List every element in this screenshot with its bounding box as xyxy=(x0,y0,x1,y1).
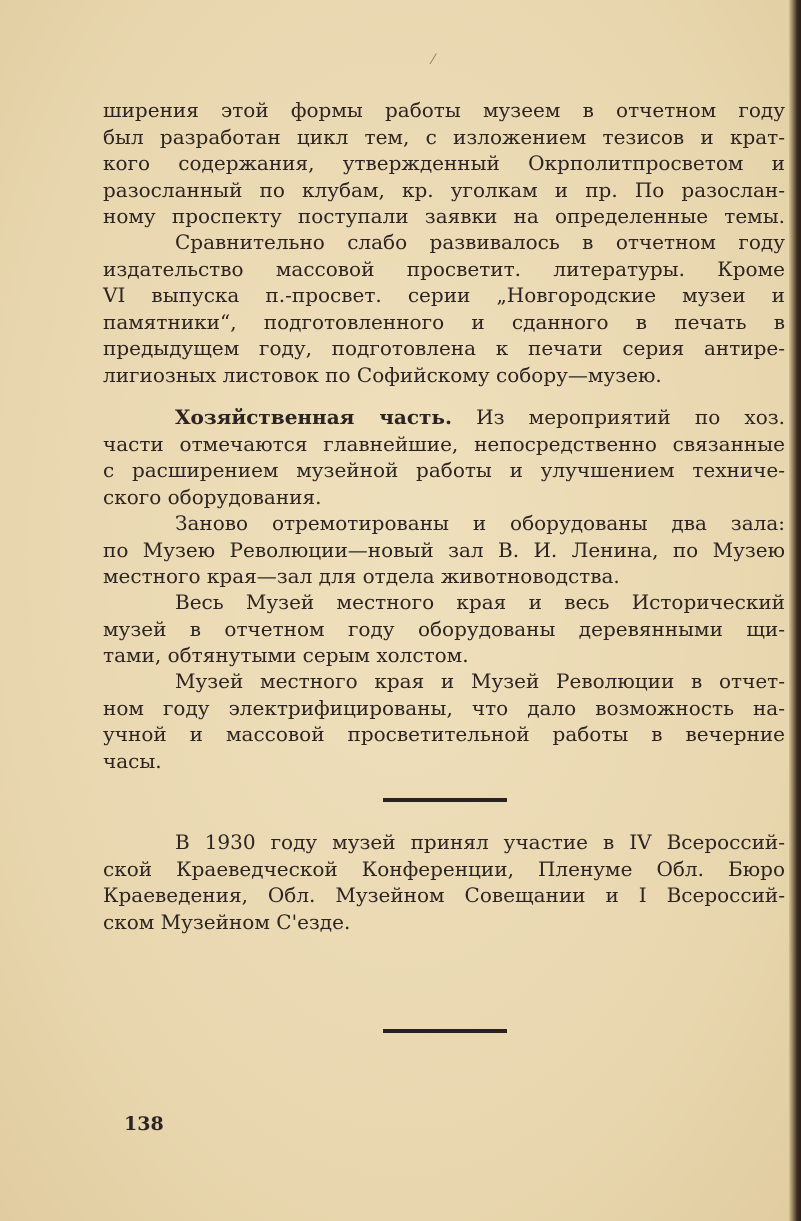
text-line: музей в отчетном году оборудованы деревянными щи- xyxy=(103,616,785,641)
section-heading: Хозяйственная часть. xyxy=(175,405,452,429)
text-line: учной и массовой просветительной работы в вечерние xyxy=(103,722,785,746)
paragraph-publishing xyxy=(103,229,785,388)
text-line: часы. xyxy=(103,748,162,773)
text-line: Музей местного края и Музей Революции в отчет- xyxy=(175,669,785,693)
text-line: В 1930 году музей принял участие в IV Всероссий- xyxy=(175,830,785,854)
text-fragment: Из мероприятий по хоз. xyxy=(476,405,786,429)
paragraph-continuation xyxy=(103,97,785,230)
text-line: разосланный по клубам, кр. уголкам и пр. По разослан- xyxy=(103,177,785,202)
text-line: Весь Музей местного края и весь Исторический xyxy=(175,590,785,614)
text-line: был разработан цикл тем, с изложением тезисов и крат- xyxy=(103,124,785,149)
text-line: Краеведения, Обл. Музейном Совещании и I Всероссий- xyxy=(103,883,785,907)
text-line: памятники“, подготовленного и сданного в печать в xyxy=(103,309,785,334)
paragraph-electrification xyxy=(103,668,785,774)
text-line: местного края—зал для отдела животноводства. xyxy=(103,564,620,588)
pencil-mark: ⁄ xyxy=(432,52,435,68)
text-line: части отмечаются главнейшие, непосредственно связанные xyxy=(103,431,785,456)
paragraph-conferences xyxy=(103,829,785,935)
page-edge-shadow xyxy=(789,0,801,1221)
section-first-line xyxy=(103,404,785,431)
text-line: предыдущем году, подготовлена к печати серия антире- xyxy=(103,336,785,360)
text-line: лигиозных листовок по Софийскому собору—музею. xyxy=(103,362,662,387)
text-line: по Музею Революции—новый зал В. И. Ленина, по Музею xyxy=(103,537,785,562)
text-line: ском Музейном С'езде. xyxy=(103,909,351,934)
text-line: тами, обтянутыми серым холстом. xyxy=(103,643,469,667)
text-line: ном году электрифицированы, что дало возможность на- xyxy=(103,695,785,720)
text-line: ского оборудования. xyxy=(103,484,322,509)
text-line: с расширением музейной работы и улучшением техниче- xyxy=(103,458,785,482)
section-divider xyxy=(383,798,507,802)
text-line: ному проспекту поступали заявки на определенные темы. xyxy=(103,204,785,228)
end-divider xyxy=(383,1029,507,1033)
text-line: Заново отремотированы и оборудованы два зала: xyxy=(175,511,785,535)
page-number: 138 xyxy=(124,1113,164,1135)
section-economic xyxy=(103,404,785,510)
text-line: ширения этой формы работы музеем в отчетном году xyxy=(103,98,785,122)
paragraph-equipment xyxy=(103,589,785,669)
text-line: издательство массовой просветит. литературы. Кроме xyxy=(103,256,785,281)
text-line: ской Краеведческой Конференции, Пленуме Обл. Бюро xyxy=(103,856,785,881)
paragraph-renovation xyxy=(103,510,785,590)
text-line: Сравнительно слабо развивалось в отчетном году xyxy=(175,230,785,254)
text-line: кого содержания, утвержденный Окрполитпросветом и xyxy=(103,151,785,175)
text-line: VI выпуска п.-просвет. серии „Новгородские музеи и xyxy=(103,283,785,307)
